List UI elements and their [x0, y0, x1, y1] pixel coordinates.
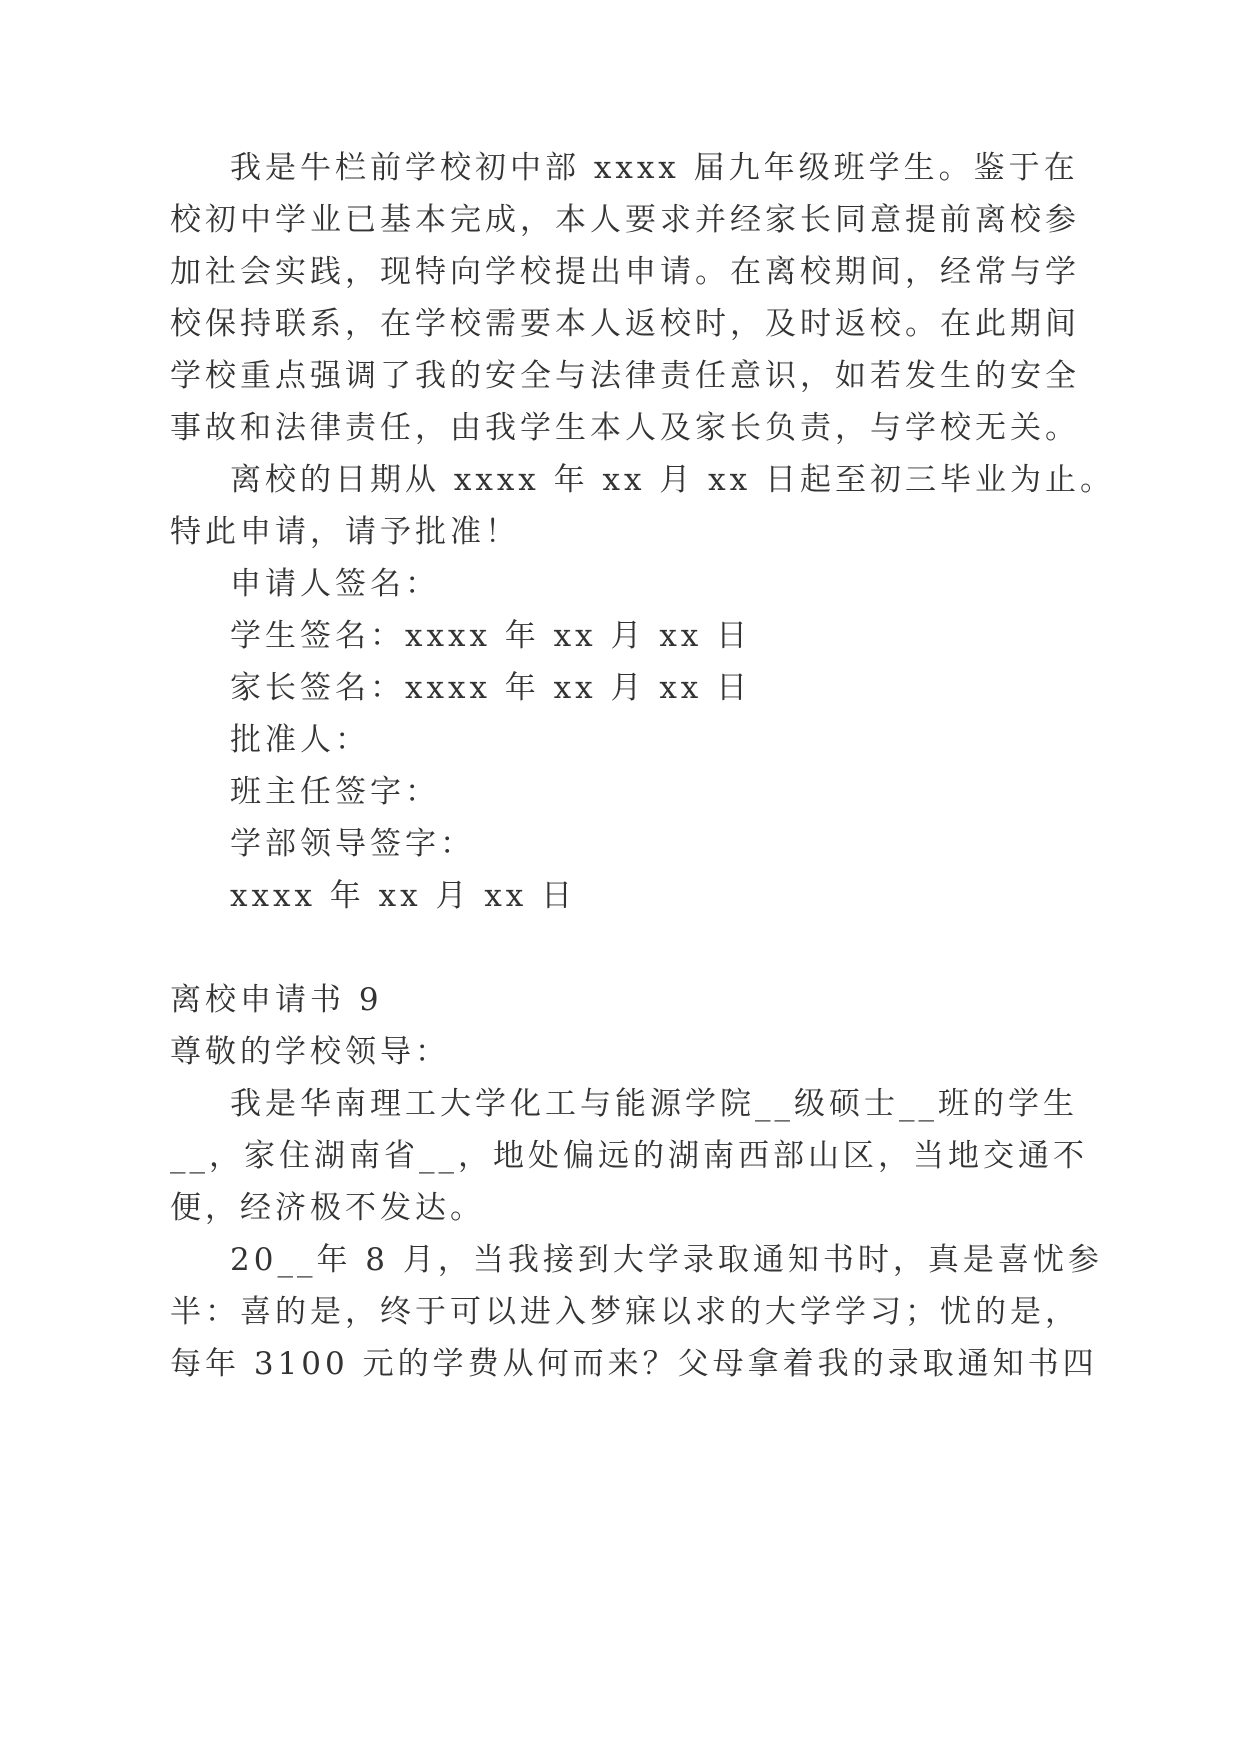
teacher-signature: 班主任签字： — [230, 774, 440, 810]
p1-para1-line5: 学校重点强调了我的安全与法律责任意识，如若发生的安全 — [170, 358, 1080, 394]
p2-para2-line1: 20__年 8 月，当我接到大学录取通知书时，真是喜忧参 — [230, 1242, 1103, 1278]
approver-label: 批准人： — [230, 722, 370, 758]
applicant-label: 申请人签名： — [230, 566, 440, 602]
leader-signature: 学部领导签字： — [230, 826, 475, 862]
p1-para1-line1: 我是牛栏前学校初中部 xxxx 届九年级班学生。鉴于在 — [230, 150, 1079, 186]
p2-para2-line2: 半：喜的是，终于可以进入梦寐以求的大学学习；忧的是， — [170, 1294, 1080, 1330]
p1-para2-line1: 离校的日期从 xxxx 年 xx 月 xx 日起至初三毕业为止。 — [230, 462, 1115, 498]
p1-para1-line2: 校初中学业已基本完成，本人要求并经家长同意提前离校参 — [170, 202, 1080, 238]
section-title: 离校申请书 9 — [170, 982, 383, 1018]
p2-para1-line2: __，家住湖南省__，地处偏远的湖南西部山区，当地交通不 — [170, 1138, 1088, 1174]
date-line: xxxx 年 xx 月 xx 日 — [230, 878, 577, 914]
p1-para2-line2: 特此申请，请予批准！ — [170, 514, 520, 550]
salutation: 尊敬的学校领导： — [170, 1034, 450, 1070]
p1-para1-line6: 事故和法律责任，由我学生本人及家长负责，与学校无关。 — [170, 410, 1080, 446]
p1-para1-line3: 加社会实践，现特向学校提出申请。在离校期间，经常与学 — [170, 254, 1080, 290]
student-signature: 学生签名：xxxx 年 xx 月 xx 日 — [230, 618, 752, 654]
parent-signature: 家长签名：xxxx 年 xx 月 xx 日 — [230, 670, 752, 706]
p2-para2-line3: 每年 3100 元的学费从何而来？父母拿着我的录取通知书四 — [170, 1346, 1098, 1382]
p2-para1-line1: 我是华南理工大学化工与能源学院__级硕士__班的学生 — [230, 1086, 1078, 1122]
p2-para1-line3: 便，经济极不发达。 — [170, 1190, 485, 1226]
p1-para1-line4: 校保持联系，在学校需要本人返校时，及时返校。在此期间 — [170, 306, 1080, 342]
